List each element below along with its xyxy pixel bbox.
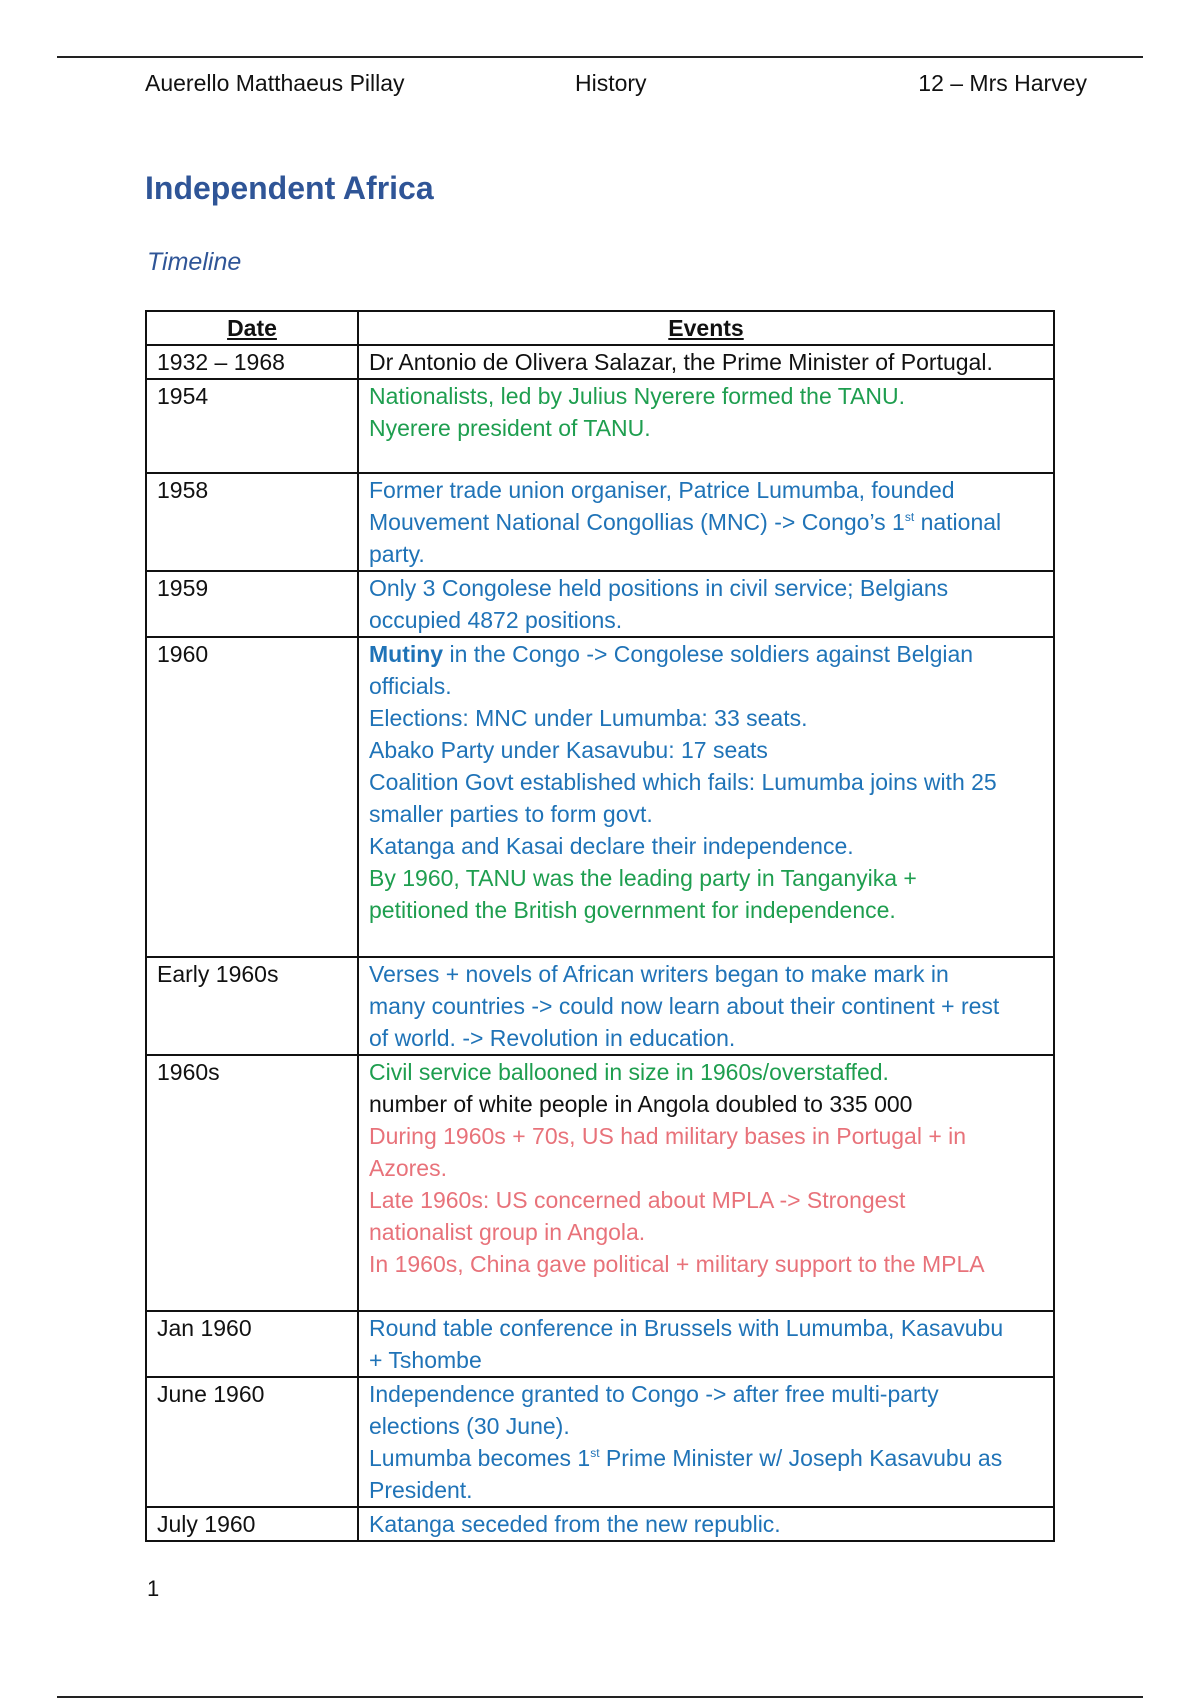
page-header — [145, 70, 1087, 102]
event-line: many countries -> could now learn about their continent + rest — [369, 993, 1000, 1019]
table-row — [146, 1055, 1054, 1311]
subject-label: History — [575, 70, 647, 96]
timeline-table — [145, 310, 1055, 1542]
date-cell: 1932 – 1968 — [146, 345, 358, 379]
top-rule — [57, 56, 1143, 58]
date-cell: June 1960 — [146, 1377, 358, 1507]
date-column-header: Date — [146, 311, 358, 345]
table-row — [146, 1507, 1054, 1541]
event-line: Round table conference in Brussels with Lumumba, Kasavubu — [369, 1315, 1004, 1341]
document-title: Independent Africa — [145, 170, 434, 206]
event-line: Coalition Govt established which fails: Lumumba joins with 25 — [369, 769, 997, 795]
event-line: number of white people in Angola doubled to 335 000 — [369, 1091, 913, 1117]
event-line: officials. — [369, 673, 452, 699]
table-row — [146, 637, 1054, 957]
event-line: + Tshombe — [369, 1347, 482, 1373]
event-text: national — [914, 509, 1002, 535]
event-line: Dr Antonio de Olivera Salazar, the Prime Minister of Portugal. — [369, 349, 993, 375]
event-line: elections (30 June). — [369, 1413, 570, 1439]
event-line — [369, 1442, 1043, 1474]
event-line: Former trade union organiser, Patrice Lumumba, founded — [369, 477, 955, 503]
event-line: Katanga and Kasai declare their independence. — [369, 833, 854, 859]
table-row — [146, 957, 1054, 1055]
date-cell: Early 1960s — [146, 957, 358, 1055]
event-line: Verses + novels of African writers began to make mark in — [369, 961, 949, 987]
date-cell: 1960 — [146, 637, 358, 957]
events-cell — [358, 637, 1054, 957]
date-cell: 1954 — [146, 379, 358, 473]
superscript: st — [904, 510, 915, 524]
event-line: nationalist group in Angola. — [369, 1219, 646, 1245]
event-line: occupied 4872 positions. — [369, 607, 623, 633]
event-line — [369, 506, 1043, 538]
table-row — [146, 379, 1054, 473]
event-line: Elections: MNC under Lumumba: 33 seats. — [369, 705, 808, 731]
event-line: Katanga seceded from the new republic. — [369, 1511, 781, 1537]
events-cell — [358, 1055, 1054, 1311]
events-cell — [358, 957, 1054, 1055]
table-row — [146, 1311, 1054, 1377]
table-row — [146, 345, 1054, 379]
events-cell — [358, 1377, 1054, 1507]
event-line: Only 3 Congolese held positions in civil service; Belgians — [369, 575, 949, 601]
student-name: Auerello Matthaeus Pillay — [145, 70, 405, 96]
events-cell — [358, 473, 1054, 571]
event-text: in the Congo -> Congolese soldiers against Belgian — [443, 641, 974, 667]
event-line: Late 1960s: US concerned about MPLA -> Strongest — [369, 1187, 906, 1213]
event-text: Lumumba becomes 1 — [369, 1445, 591, 1471]
date-cell: 1958 — [146, 473, 358, 571]
table-row — [146, 473, 1054, 571]
table-row — [146, 1377, 1054, 1507]
date-cell: 1960s — [146, 1055, 358, 1311]
date-cell: 1959 — [146, 571, 358, 637]
event-keyword: Mutiny — [369, 641, 444, 667]
events-cell — [358, 379, 1054, 473]
superscript: st — [590, 1446, 600, 1460]
event-text: Prime Minister w/ Joseph Kasavubu as — [599, 1445, 1003, 1471]
table-header-row — [146, 311, 1054, 345]
section-subtitle: Timeline — [147, 248, 242, 276]
event-line: smaller parties to form govt. — [369, 801, 653, 827]
event-line: By 1960, TANU was the leading party in Tanganyika + — [369, 865, 917, 891]
events-cell — [358, 345, 1054, 379]
event-line: Abako Party under Kasavubu: 17 seats — [369, 737, 768, 763]
event-line: Azores. — [369, 1155, 447, 1181]
event-line: Civil service ballooned in size in 1960s/overstaffed. — [369, 1059, 889, 1085]
event-line: President. — [369, 1477, 473, 1503]
table-row — [146, 571, 1054, 637]
date-cell: July 1960 — [146, 1507, 358, 1541]
event-line: During 1960s + 70s, US had military bases in Portugal + in — [369, 1123, 967, 1149]
event-line — [369, 638, 1043, 670]
events-cell — [358, 571, 1054, 637]
event-line: In 1960s, China gave political + military support to the MPLA — [369, 1251, 985, 1277]
event-line: of world. -> Revolution in education. — [369, 1025, 736, 1051]
class-label: 12 – Mrs Harvey — [918, 70, 1087, 96]
event-line: Independence granted to Congo -> after free multi-party — [369, 1381, 939, 1407]
event-line: petitioned the British government for independence. — [369, 897, 896, 923]
bottom-rule — [57, 1696, 1143, 1698]
events-cell — [358, 1311, 1054, 1377]
events-column-header: Events — [358, 311, 1054, 345]
events-cell — [358, 1507, 1054, 1541]
event-line: Nyerere president of TANU. — [369, 415, 651, 441]
page-number: 1 — [147, 1576, 160, 1601]
event-line: Nationalists, led by Julius Nyerere formed the TANU. — [369, 383, 906, 409]
event-text: Mouvement National Congollias (MNC) -> Congo’s 1 — [369, 509, 905, 535]
date-cell: Jan 1960 — [146, 1311, 358, 1377]
event-line: party. — [369, 541, 425, 567]
